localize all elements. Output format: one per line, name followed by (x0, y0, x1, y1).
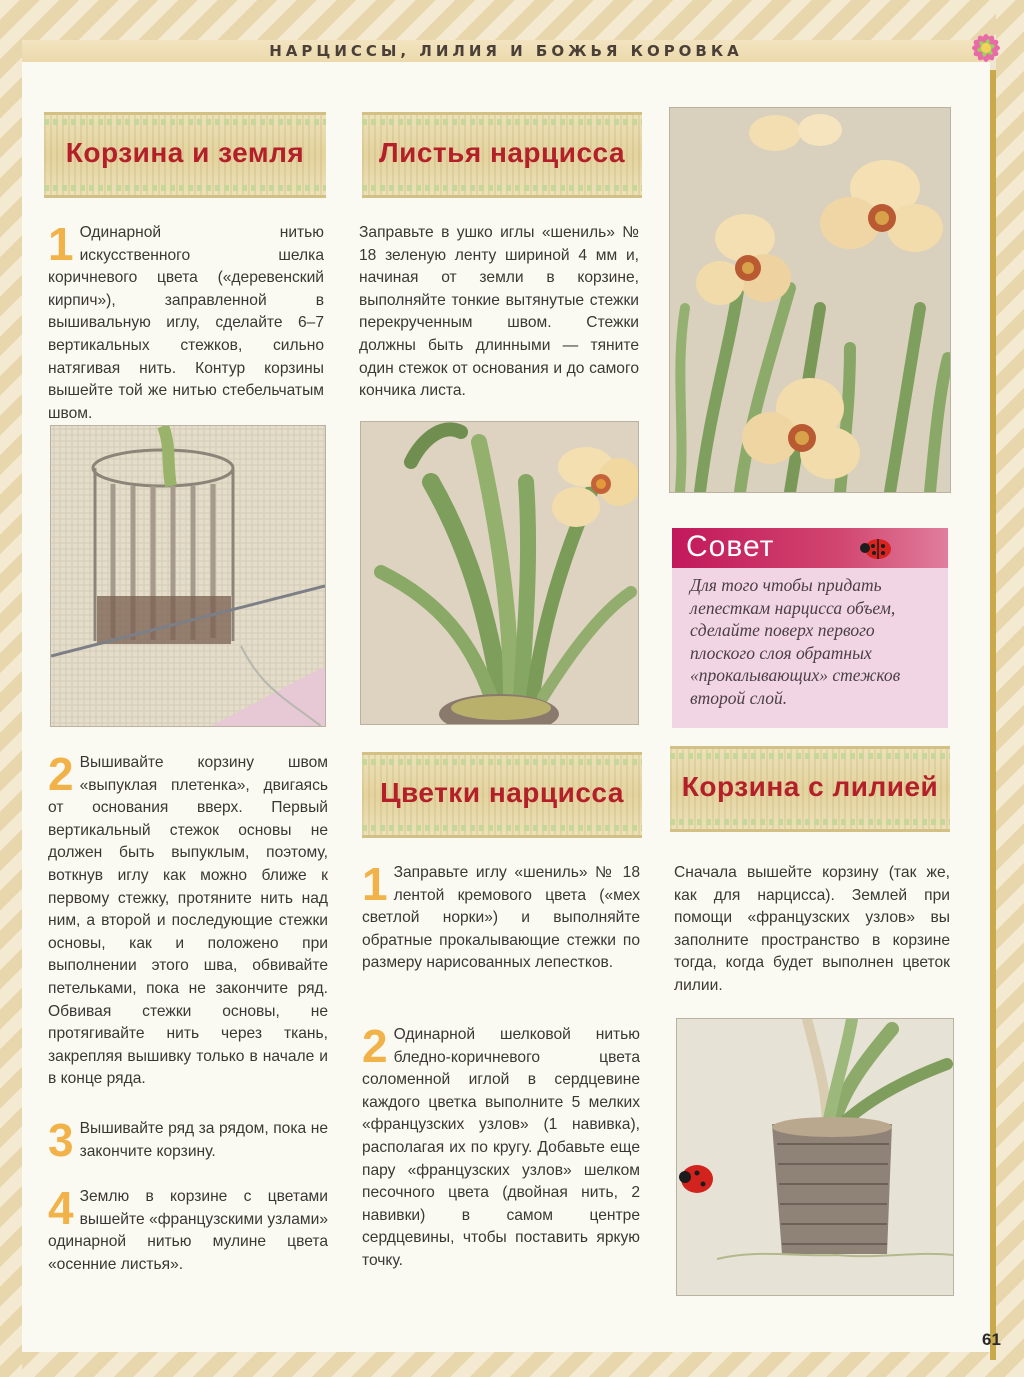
step-1-daffodil-flowers (362, 858, 640, 975)
tip-box (672, 528, 948, 728)
book-page (22, 40, 1001, 1352)
heading-daffodil-flowers: Цветки нарцисса (380, 777, 624, 808)
step-text: Землю в корзине с цветами вышейте «французскими узлами» одинарной нитью мулине цвета «осенние листья». (48, 1188, 328, 1273)
step-4-basket-soil (48, 1182, 328, 1276)
heading-ribbon-daffodil-leaves (362, 112, 642, 198)
ribbon-border-left (0, 0, 22, 1377)
basket-lily-text: Сначала вышейте корзину (так же, как для нарцисса). Землей при помощи «французских узлов» вы заполните пространство в корзине тогда, когда будет выполнен цветок лилии. (674, 864, 950, 994)
running-header-title: НАРЦИССЫ, ЛИЛИЯ И БОЖЬЯ КОРОВКА (269, 42, 743, 60)
step-text: Одинарной шелковой нитью бледно-коричневого цвета соломенной иглой в сердцевине каждого цветка выполните 5 мелких «французских узлов» (1 навивка), располагая их по кругу. Добавьте еще пару «французских узлов» шелком песочного цвета (двойная нить, 2 навивки) в самом центре сердцевины, чтобы поставить яркую точку. (362, 1026, 640, 1269)
tip-title: Совет (686, 530, 775, 563)
heading-ribbon-daffodil-flowers (362, 752, 642, 838)
step-2-daffodil-flowers (362, 1020, 640, 1273)
step-text: Вышивайте ряд за рядом, пока не закончите корзину. (79, 1120, 328, 1160)
step-3-basket-soil (48, 1114, 328, 1166)
step-1-basket-soil (48, 218, 324, 425)
step-number: 4 (48, 1182, 74, 1234)
tip-text: Для того чтобы придать лепесткам нарцисса объем, сделайте поверх первого плоского слоя обратных «прокалывающих» стежков второй слой. (690, 575, 901, 708)
step-number: 2 (48, 748, 74, 800)
ribbon-border-bottom (0, 1352, 1024, 1377)
step-number: 1 (362, 858, 388, 910)
gold-edge-rule (990, 70, 996, 1360)
heading-ribbon-basket-soil (44, 112, 326, 198)
heading-ribbon-basket-lily (670, 746, 950, 832)
step-number: 2 (362, 1020, 388, 1072)
step-number: 3 (48, 1114, 74, 1166)
photo-daffodil-leaves (360, 421, 639, 725)
photo-basket-lily (676, 1018, 954, 1296)
ribbon-border-right (996, 0, 1024, 1377)
page-number: 61 (982, 1330, 1001, 1349)
step-text: Вышивайте корзину швом «выпуклая плетенка», двигаясь от основания вверх. Первый вертикальный стежок основы не должен быть выпуклым, поэтому, воткнув иглу как можно ближе к первому стежку, протяните нить над ним, а второй и последующие стежки основы, как и положено при выполнении этого шва, обвивайте петельками, пока не закончите ряд. Обвивая стежки основы, не протягивайте нить через ткань, закрепляя вышивку только в начале и в конце ряда. (48, 754, 328, 1088)
heading-daffodil-leaves: Листья нарцисса (378, 137, 626, 168)
running-header (22, 40, 990, 62)
heading-basket-lily: Корзина с лилией (681, 771, 939, 802)
step-text: Заправьте иглу «шениль» № 18 лентой кремового цвета («мех светлой норки») и выполняйте обратные прокалывающие стежки по размеру нарисованных лепестков. (362, 864, 640, 972)
ladybug-icon (858, 534, 894, 562)
ribbon-border-top (0, 0, 1024, 40)
photo-basket-stitching (50, 425, 326, 727)
flower-emblem-icon (960, 22, 1012, 74)
step-number: 1 (48, 218, 74, 270)
tip-header (672, 528, 948, 568)
daffodil-leaves-text: Заправьте в ушко иглы «шениль» № 18 зеленую ленту шириной 4 мм и, начиная от земли в корзине, выполняйте тонкие вытянутые стежки перекрученным швом. Стежки должны быть длинными — тяните один стежок от основания и до самого кончика листа. (359, 224, 639, 400)
step-text: Одинарной нитью искусственного шелка коричневого цвета («деревенский кирпич»), заправленной в вышивальную иглу, сделайте 6–7 вертикальных стежков, сильно натягивая нить. Контур корзины вышейте той же нитью стебельчатым швом. (48, 224, 324, 422)
photo-daffodils-finished (669, 107, 951, 493)
step-2-basket-soil (48, 748, 328, 1091)
heading-basket-soil: Корзина и земля (65, 137, 305, 168)
